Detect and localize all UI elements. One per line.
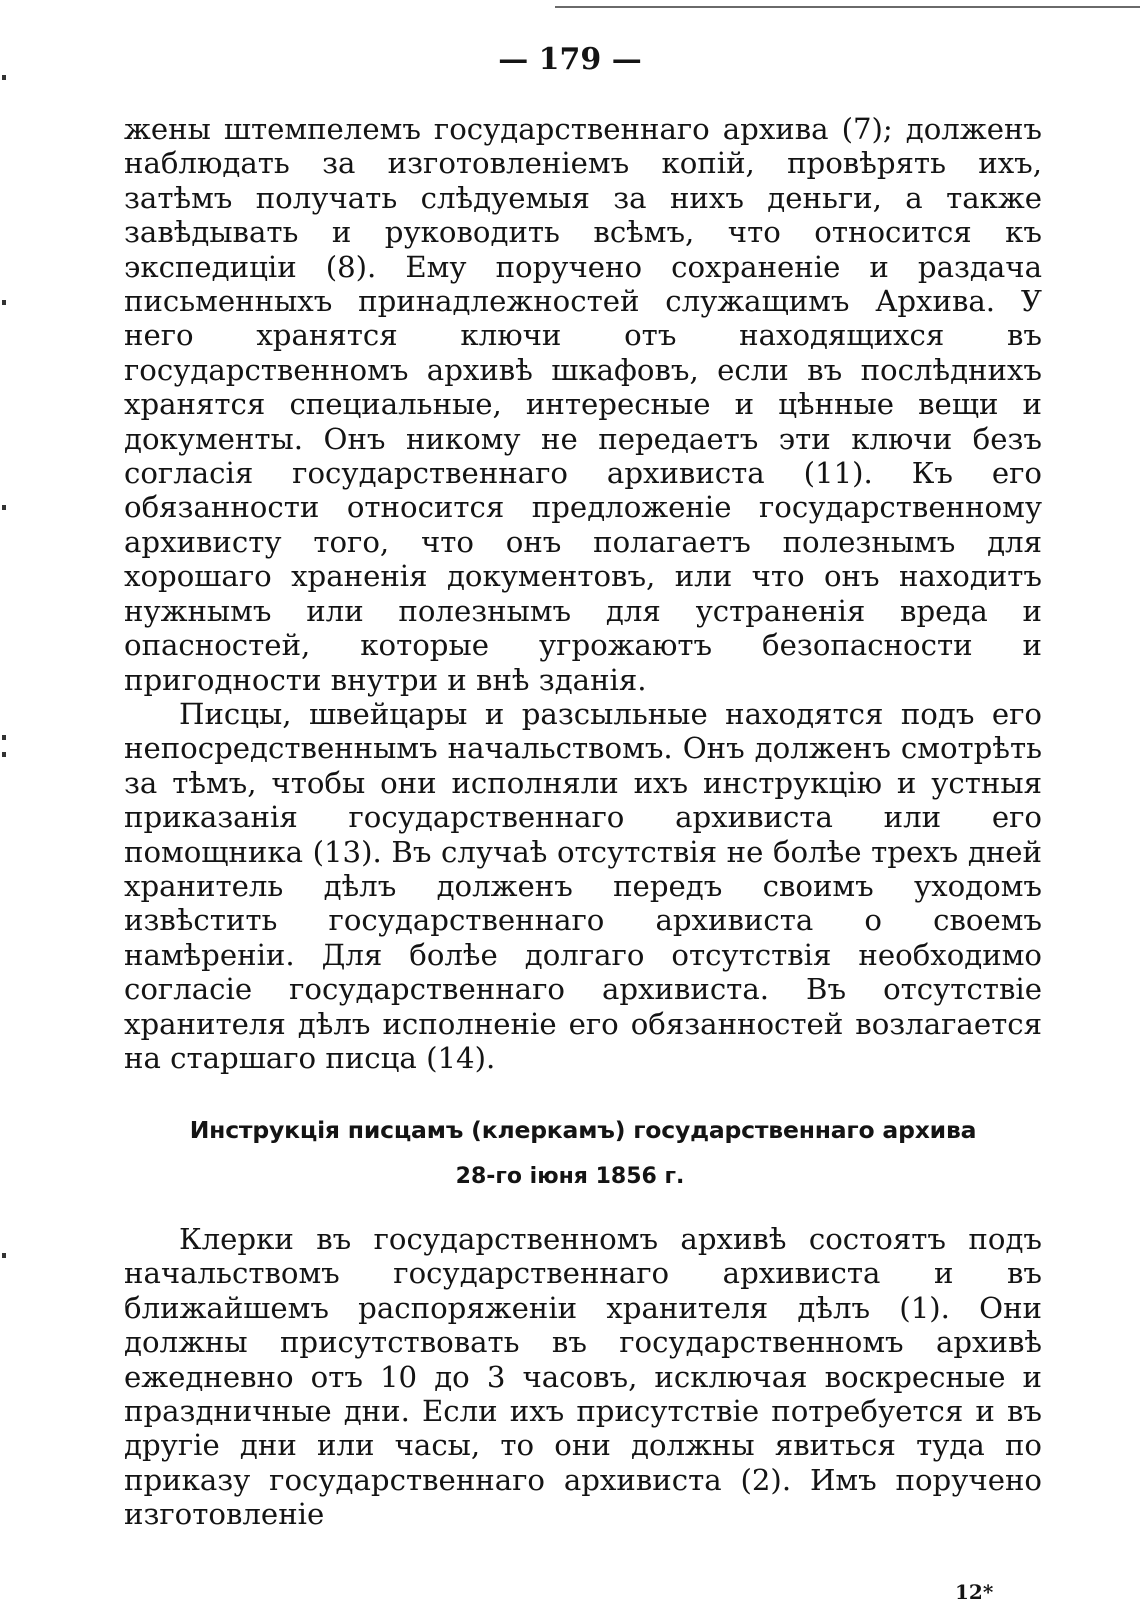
paragraph-clerks: Клерки въ государственномъ архивѣ состоятъ подъ начальствомъ государственнаго архивиста и въ ближайшемъ распоряженіи хранителя дѣлъ (1). Они должны присутствовать въ государственномъ архивѣ ежедневно отъ 10 до 3 часовъ, исключая воскресные и праздничные дни. Если ихъ присутствіе потребуется и въ другіе дни или часы, то они должны явиться туда по приказу государственнаго архивиста (2). Имъ поручено изготовленіе [124,1222,1042,1532]
page-number: — 179 — [498,42,642,77]
top-rule [555,6,1140,8]
paragraph-scribes: Писцы, швейцары и разсыльные находятся подъ его непосредственнымъ начальствомъ. Онъ долженъ смотрѣть за тѣмъ, чтобы они исполняли ихъ инструкцію и устныя приказанія государственнаго архивиста или его помощника (13). Въ случаѣ отсутствія не болѣе трехъ дней хранитель дѣлъ долженъ передъ своимъ уходомъ извѣстить государственнаго архивиста о своемъ намѣреніи. Для болѣе долгаго отсутствія необходимо согласіе государственнаго архивиста. Въ отсутствіе хранителя дѣлъ исполненіе его обязанностей возлагается на старшаго писца (14). [124,696,1042,1075]
margin-mark [2,300,6,305]
section-date: 28-го іюня 1856 г. [455,1164,685,1189]
section-1-text [124,112,1042,1075]
signature-mark: 12* [955,1580,994,1604]
margin-mark [2,752,6,757]
margin-mark [2,1253,6,1258]
section-2-text [124,1222,1042,1532]
margin-mark [2,505,6,510]
paragraph-continuation: жены штемпелемъ государственнаго архива (7); долженъ наблюдать за изготовленіемъ копій, провѣрять ихъ, затѣмъ получать слѣдуемыя за нихъ деньги, а также завѣдывать и руководить всѣмъ, что относится къ экспедиціи (8). Ему поручено сохраненіе и раздача письменныхъ принадлежностей служащимъ Архива. У него хранятся ключи отъ находящихся въ государственномъ архивѣ шкафовъ, если въ послѣднихъ хранятся специальные, интересные и цѣнные вещи и документы. Онъ никому не передаетъ эти ключи безъ согласія государственнаго архивиста (11). Къ его обязанности относится предложеніе государственному архивисту того, что онъ полагаетъ полезнымъ для хорошаго храненія документовъ, или что онъ находитъ нужнымъ или полезнымъ для устраненія вреда и опасностей, которые угрожаютъ безопасности и пригодности внутри и внѣ зданія. [124,112,1042,697]
margin-mark [2,735,6,740]
section-heading: Инструкція писцамъ (клеркамъ) государственнаго архива [189,1116,977,1144]
